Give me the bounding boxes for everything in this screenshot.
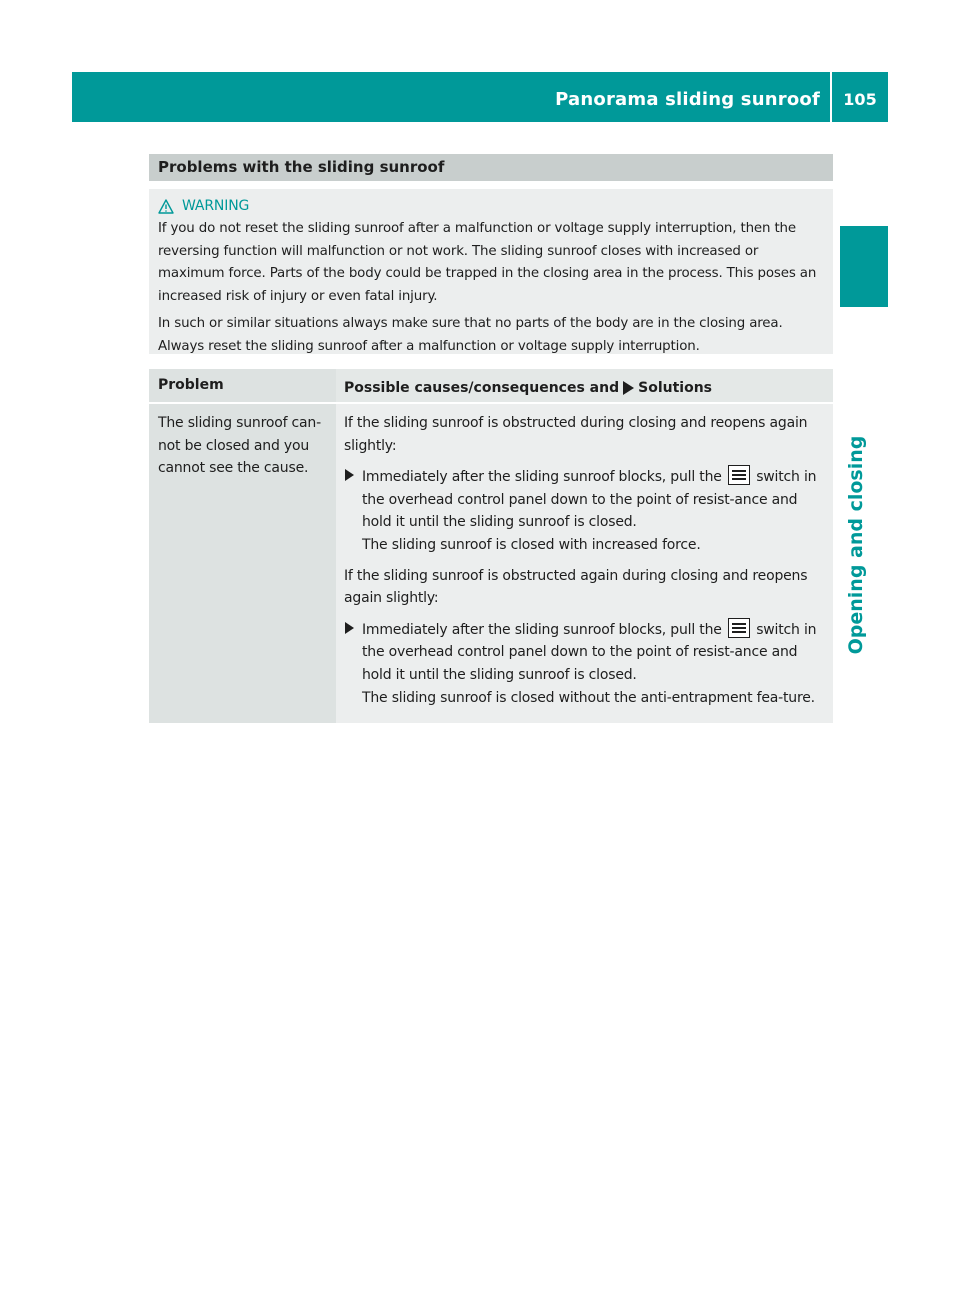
column-header-solutions-suffix: Solutions	[638, 379, 713, 396]
warning-paragraph: If you do not reset the sliding sunroof after a malfunction or voltage supply interruption, then the reversing function will malfunction or not work. The sliding sunroof closes with increased or maximum force. Parts of the body could be trapped in the closing area in the process. This poses an increased risk of injury or even fatal injury.	[158, 221, 817, 304]
solutions-cell	[336, 404, 833, 723]
chapter-tab-label: Opening and closing	[845, 435, 867, 655]
step-text-cont: switch in the overhead control panel down to the point of resist-ance and hold it until the sliding sunroof is closed.	[362, 621, 817, 683]
warning-header	[158, 194, 827, 218]
problem-cell	[149, 404, 336, 723]
page-header	[72, 72, 888, 122]
problem-text: The sliding sunroof can-not be closed and you cannot see the cause.	[158, 415, 321, 477]
warning-box	[149, 189, 833, 354]
warning-paragraph: In such or similar situations always make sure that no parts of the body are in the closing area. Always reset the sliding sunroof after a malfunction or voltage supply interruption.	[158, 316, 783, 354]
step-arrow-icon	[345, 469, 354, 481]
condition-text: If the sliding sunroof is obstructed again during closing and reopens again slightly:	[344, 567, 808, 607]
instruction-step	[344, 618, 827, 709]
column-header-solutions-text: Possible causes/consequences and	[344, 379, 620, 396]
sunroof-switch-icon	[728, 465, 750, 485]
sunroof-switch-icon	[728, 618, 750, 638]
step-text-cont: switch in the overhead control panel down to the point of resist-ance and hold it until the sliding sunroof is closed.	[362, 469, 817, 531]
warning-label: WARNING	[182, 197, 250, 214]
warning-triangle-icon	[158, 199, 174, 214]
section-title: Problems with the sliding sunroof	[149, 154, 833, 181]
column-header-solutions	[336, 369, 833, 402]
condition-text: If the sliding sunroof is obstructed during closing and reopens again slightly:	[344, 415, 808, 454]
instruction-step	[344, 465, 827, 556]
step-result: The sliding sunroof is closed with increased force.	[362, 536, 701, 553]
play-arrow-icon	[623, 381, 634, 395]
step-text: Immediately after the sliding sunroof blocks, pull the	[362, 621, 722, 638]
column-header-problem: Problem	[149, 369, 336, 402]
page-number: 105	[843, 90, 877, 109]
chapter-tab-marker	[840, 226, 888, 307]
step-text: Immediately after the sliding sunroof blocks, pull the	[362, 469, 722, 486]
step-result: The sliding sunroof is closed without the anti-entrapment fea-ture.	[362, 689, 815, 706]
header-title: Panorama sliding sunroof	[555, 89, 820, 110]
step-arrow-icon	[345, 622, 354, 634]
